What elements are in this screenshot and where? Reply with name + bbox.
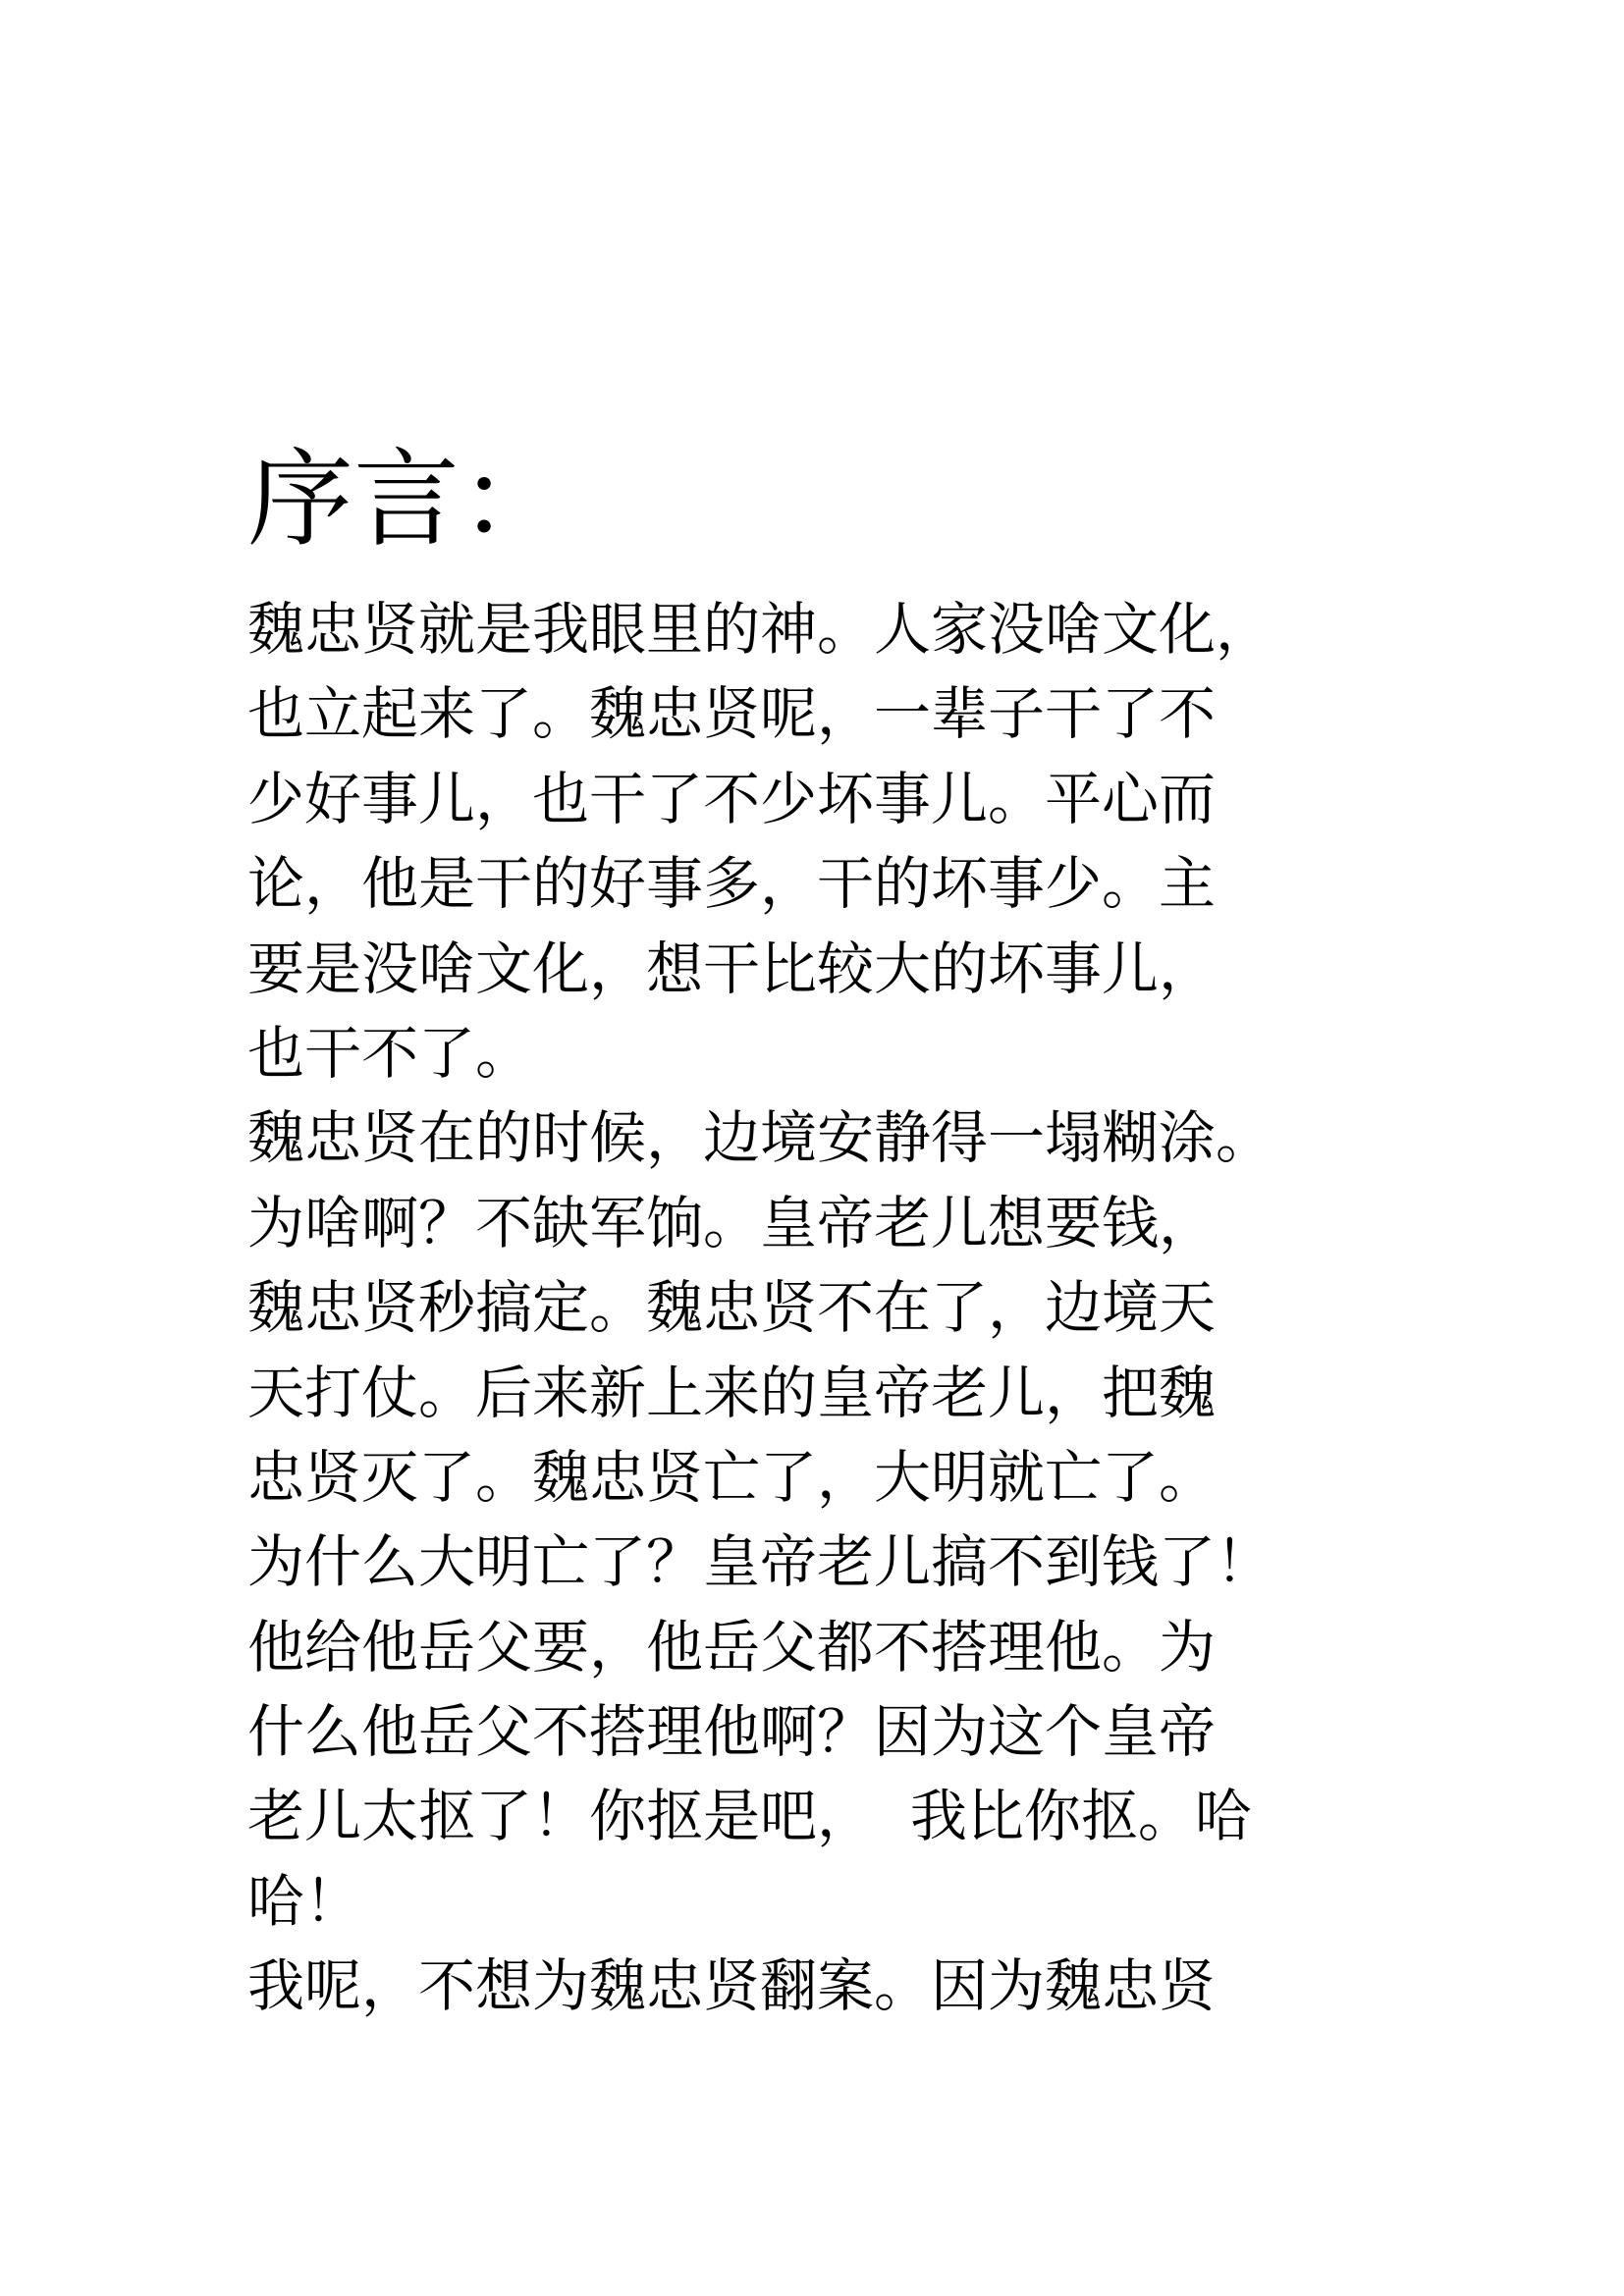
text-line: 魏忠贤在的时候，边境安静得一塌糊涂。 [247, 1104, 1273, 1172]
preface-heading: 序言： [247, 439, 567, 561]
text-line: 魏忠贤秒搞定。魏忠贤不在了，边境天 [247, 1274, 1217, 1342]
text-line: 忠贤灭了。魏忠贤亡了，大明就亡了。 [247, 1443, 1217, 1511]
text-line: 哈！ [247, 1867, 362, 1935]
text-line: 天打仗。后来新上来的皇帝老儿，把魏 [247, 1359, 1217, 1426]
text-line: 我呢，不想为魏忠贤翻案。因为魏忠贤 [247, 1952, 1217, 2020]
preface-body [247, 587, 1583, 2029]
text-line: 老儿太抠了！你抠是吧， 我比你抠。哈 [247, 1783, 1252, 1850]
text-line: 为啥啊？不缺军饷。皇帝老儿想要钱， [247, 1189, 1217, 1256]
text-line: 要是没啥文化，想干比较大的坏事儿， [247, 934, 1217, 1002]
text-line: 也干不了。 [247, 1019, 533, 1087]
text-line: 论，他是干的好事多，干的坏事少。主 [247, 850, 1217, 918]
text-line: 什么他岳父不搭理他啊？因为这个皇帝 [247, 1698, 1217, 1766]
text-line: 他给他岳父要，他岳父都不搭理他。为 [247, 1613, 1217, 1681]
text-line: 魏忠贤就是我眼里的神。人家没啥文化， [247, 596, 1273, 663]
text-line: 为什么大明亡了？皇帝老儿搞不到钱了！ [247, 1528, 1273, 1596]
text-line: 也立起来了。魏忠贤呢，一辈子干了不 [247, 680, 1217, 748]
text-line: 少好事儿，也干了不少坏事儿。平心而 [247, 765, 1217, 832]
